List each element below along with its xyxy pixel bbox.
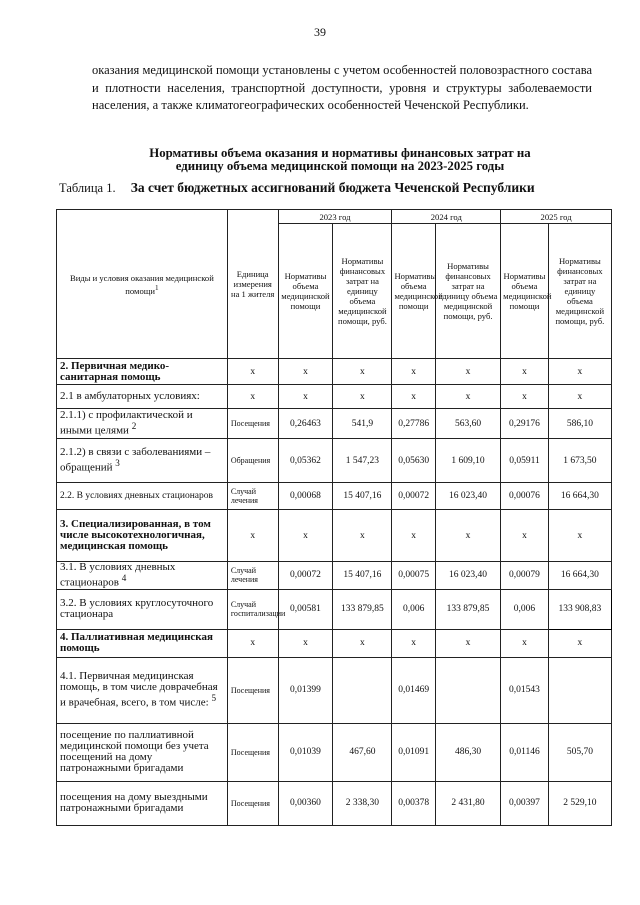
cost-2023: 133 879,85 (333, 589, 392, 629)
row-name: 3.1. В условиях дневных стационаров $^4$ (57, 562, 228, 590)
cost-2024: 1 609,10 (435, 439, 500, 483)
row-name: 3.2. В условиях круглосуточного стационара (57, 589, 228, 629)
volume-2023: x (278, 359, 333, 385)
row-unit: Посещения (227, 723, 278, 781)
header-col-name: Виды и условия оказания медицинской помощи$^1$ (57, 210, 228, 359)
row-unit: x (227, 385, 278, 409)
table-row (57, 723, 612, 781)
volume-2025: 0,00079 (501, 562, 549, 590)
cost-2024: 16 023,40 (435, 562, 500, 590)
cost-2025: 2 529,10 (548, 781, 611, 825)
cost-2024 (435, 657, 500, 723)
cost-2023: x (333, 359, 392, 385)
cost-2023: 467,60 (333, 723, 392, 781)
heading-line-2: единицу объема медицинской помощи на 2023-2025 годы (175, 159, 505, 173)
table-row (57, 385, 612, 409)
table-label: Таблица 1. (59, 181, 116, 195)
section-heading (60, 147, 620, 173)
row-name: 2.1 в амбулаторных условиях: (57, 385, 228, 409)
volume-2024: 0,05630 (392, 439, 435, 483)
cost-2023: x (333, 629, 392, 657)
cost-2025: 586,10 (548, 409, 611, 439)
table-row (57, 409, 612, 439)
row-unit: Случай лечения (227, 483, 278, 510)
volume-2023: 0,01039 (278, 723, 333, 781)
cost-2025: 16 664,30 (548, 562, 611, 590)
row-name: 2.1.2) в связи с заболеваниями – обращений $^3$ (57, 439, 228, 483)
intro-paragraph: оказания медицинской помощи установлены с учетом особенностей половозрастного состава и плотности населения, транспортной доступности, уровня и структуры заболеваемости населения, а также климатогеографических особенностей Чеченской Республики. (92, 63, 592, 112)
cost-2023: x (333, 385, 392, 409)
volume-2023: 0,01399 (278, 657, 333, 723)
row-name: 2.1.1) с профилактической и иными целями $^2$ (57, 409, 228, 439)
cost-2023: 2 338,30 (333, 781, 392, 825)
volume-2023: 0,00068 (278, 483, 333, 510)
header-cost-2025: Нормативы финансовых затрат на единицу объема медицинской помощи, руб. (548, 224, 611, 359)
table-row (57, 589, 612, 629)
row-name: 3. Специализированная, в том числе высокотехнологичная, медицинская помощь (57, 510, 228, 562)
volume-2023: x (278, 385, 333, 409)
volume-2024: 0,01091 (392, 723, 435, 781)
header-volume-2024: Нормативы объема медицинской помощи (392, 224, 435, 359)
heading-line-1: Нормативы объема оказания и нормативы финансовых затрат на (149, 146, 531, 160)
table-row (57, 439, 612, 483)
volume-2024: 0,00378 (392, 781, 435, 825)
volume-2024: 0,006 (392, 589, 435, 629)
volume-2025: 0,00076 (501, 483, 549, 510)
table-row (57, 359, 612, 385)
row-name: посещения на дому выездными патронажными бригадами (57, 781, 228, 825)
table-row (57, 483, 612, 510)
volume-2024: x (392, 359, 435, 385)
cost-2024: 486,30 (435, 723, 500, 781)
cost-2023: x (333, 510, 392, 562)
table-caption (59, 180, 619, 196)
cost-2024: 16 023,40 (435, 483, 500, 510)
cost-2023: 541,9 (333, 409, 392, 439)
row-unit: Посещения (227, 657, 278, 723)
volume-2025: 0,00397 (501, 781, 549, 825)
volume-2024: x (392, 510, 435, 562)
row-name: 4.1. Первичная медицинская помощь, в том числе доврачебная и врачебная, всего, в том числе: $^5$ (57, 657, 228, 723)
volume-2025: x (501, 629, 549, 657)
cost-2025: x (548, 385, 611, 409)
cost-2024: x (435, 510, 500, 562)
row-name: посещение по паллиативной медицинской помощи без учета посещений на дому патронажными бригадами (57, 723, 228, 781)
cost-2024: x (435, 359, 500, 385)
row-name: 2.2. В условиях дневных стационаров (57, 483, 228, 510)
row-name: 2. Первичная медико-санитарная помощь (57, 359, 228, 385)
cost-2024: x (435, 385, 500, 409)
header-volume-2025: Нормативы объема медицинской помощи (501, 224, 549, 359)
cost-2025: 133 908,83 (548, 589, 611, 629)
row-unit: Обращения (227, 439, 278, 483)
volume-2024: 0,00072 (392, 483, 435, 510)
volume-2024: 0,01469 (392, 657, 435, 723)
volume-2023: 0,00581 (278, 589, 333, 629)
cost-2023 (333, 657, 392, 723)
volume-2024: 0,27786 (392, 409, 435, 439)
volume-2023: 0,00360 (278, 781, 333, 825)
table-row (57, 629, 612, 657)
volume-2025: 0,01543 (501, 657, 549, 723)
volume-2025: x (501, 385, 549, 409)
volume-2025: x (501, 510, 549, 562)
header-year-2025: 2025 год (501, 210, 612, 224)
cost-2025: x (548, 510, 611, 562)
volume-2023: 0,05362 (278, 439, 333, 483)
volume-2025: 0,006 (501, 589, 549, 629)
cost-2025 (548, 657, 611, 723)
cost-2025: x (548, 359, 611, 385)
row-unit: x (227, 629, 278, 657)
volume-2025: 0,05911 (501, 439, 549, 483)
volume-2025: 0,01146 (501, 723, 549, 781)
page-number: 39 (314, 25, 326, 39)
header-year-2024: 2024 год (392, 210, 501, 224)
header-cost-2023: Нормативы финансовых затрат на единицу объема медицинской помощи, руб. (333, 224, 392, 359)
row-unit: x (227, 359, 278, 385)
volume-2025: x (501, 359, 549, 385)
volume-2023: 0,00072 (278, 562, 333, 590)
cost-2024: x (435, 629, 500, 657)
norms-table (56, 209, 612, 826)
cost-2025: 505,70 (548, 723, 611, 781)
volume-2024: x (392, 385, 435, 409)
volume-2023: x (278, 629, 333, 657)
volume-2024: 0,00075 (392, 562, 435, 590)
cost-2024: 2 431,80 (435, 781, 500, 825)
row-name: 4. Паллиативная медицинская помощь (57, 629, 228, 657)
cost-2023: 1 547,23 (333, 439, 392, 483)
volume-2023: 0,26463 (278, 409, 333, 439)
cost-2025: 16 664,30 (548, 483, 611, 510)
volume-2025: 0,29176 (501, 409, 549, 439)
row-unit: Посещения (227, 409, 278, 439)
table-title: За счет бюджетных ассигнований бюджета Чеченской Республики (130, 180, 535, 195)
cost-2024: 133 879,85 (435, 589, 500, 629)
cost-2023: 15 407,16 (333, 483, 392, 510)
volume-2023: x (278, 510, 333, 562)
row-unit: x (227, 510, 278, 562)
header-year-2023: 2023 год (278, 210, 392, 224)
table-row (57, 781, 612, 825)
header-col-unit: Единица измерения на 1 жителя (227, 210, 278, 359)
table-row (57, 510, 612, 562)
cost-2025: x (548, 629, 611, 657)
header-volume-2023: Нормативы объема медицинской помощи (278, 224, 333, 359)
cost-2024: 563,60 (435, 409, 500, 439)
cost-2023: 15 407,16 (333, 562, 392, 590)
table-row (57, 657, 612, 723)
table-row (57, 562, 612, 590)
row-unit: Случай лечения (227, 562, 278, 590)
row-unit: Посещения (227, 781, 278, 825)
header-cost-2024: Нормативы финансовых затрат на единицу объема медицинской помощи, руб. (435, 224, 500, 359)
row-unit: Случай госпитализации (227, 589, 278, 629)
volume-2024: x (392, 629, 435, 657)
cost-2025: 1 673,50 (548, 439, 611, 483)
